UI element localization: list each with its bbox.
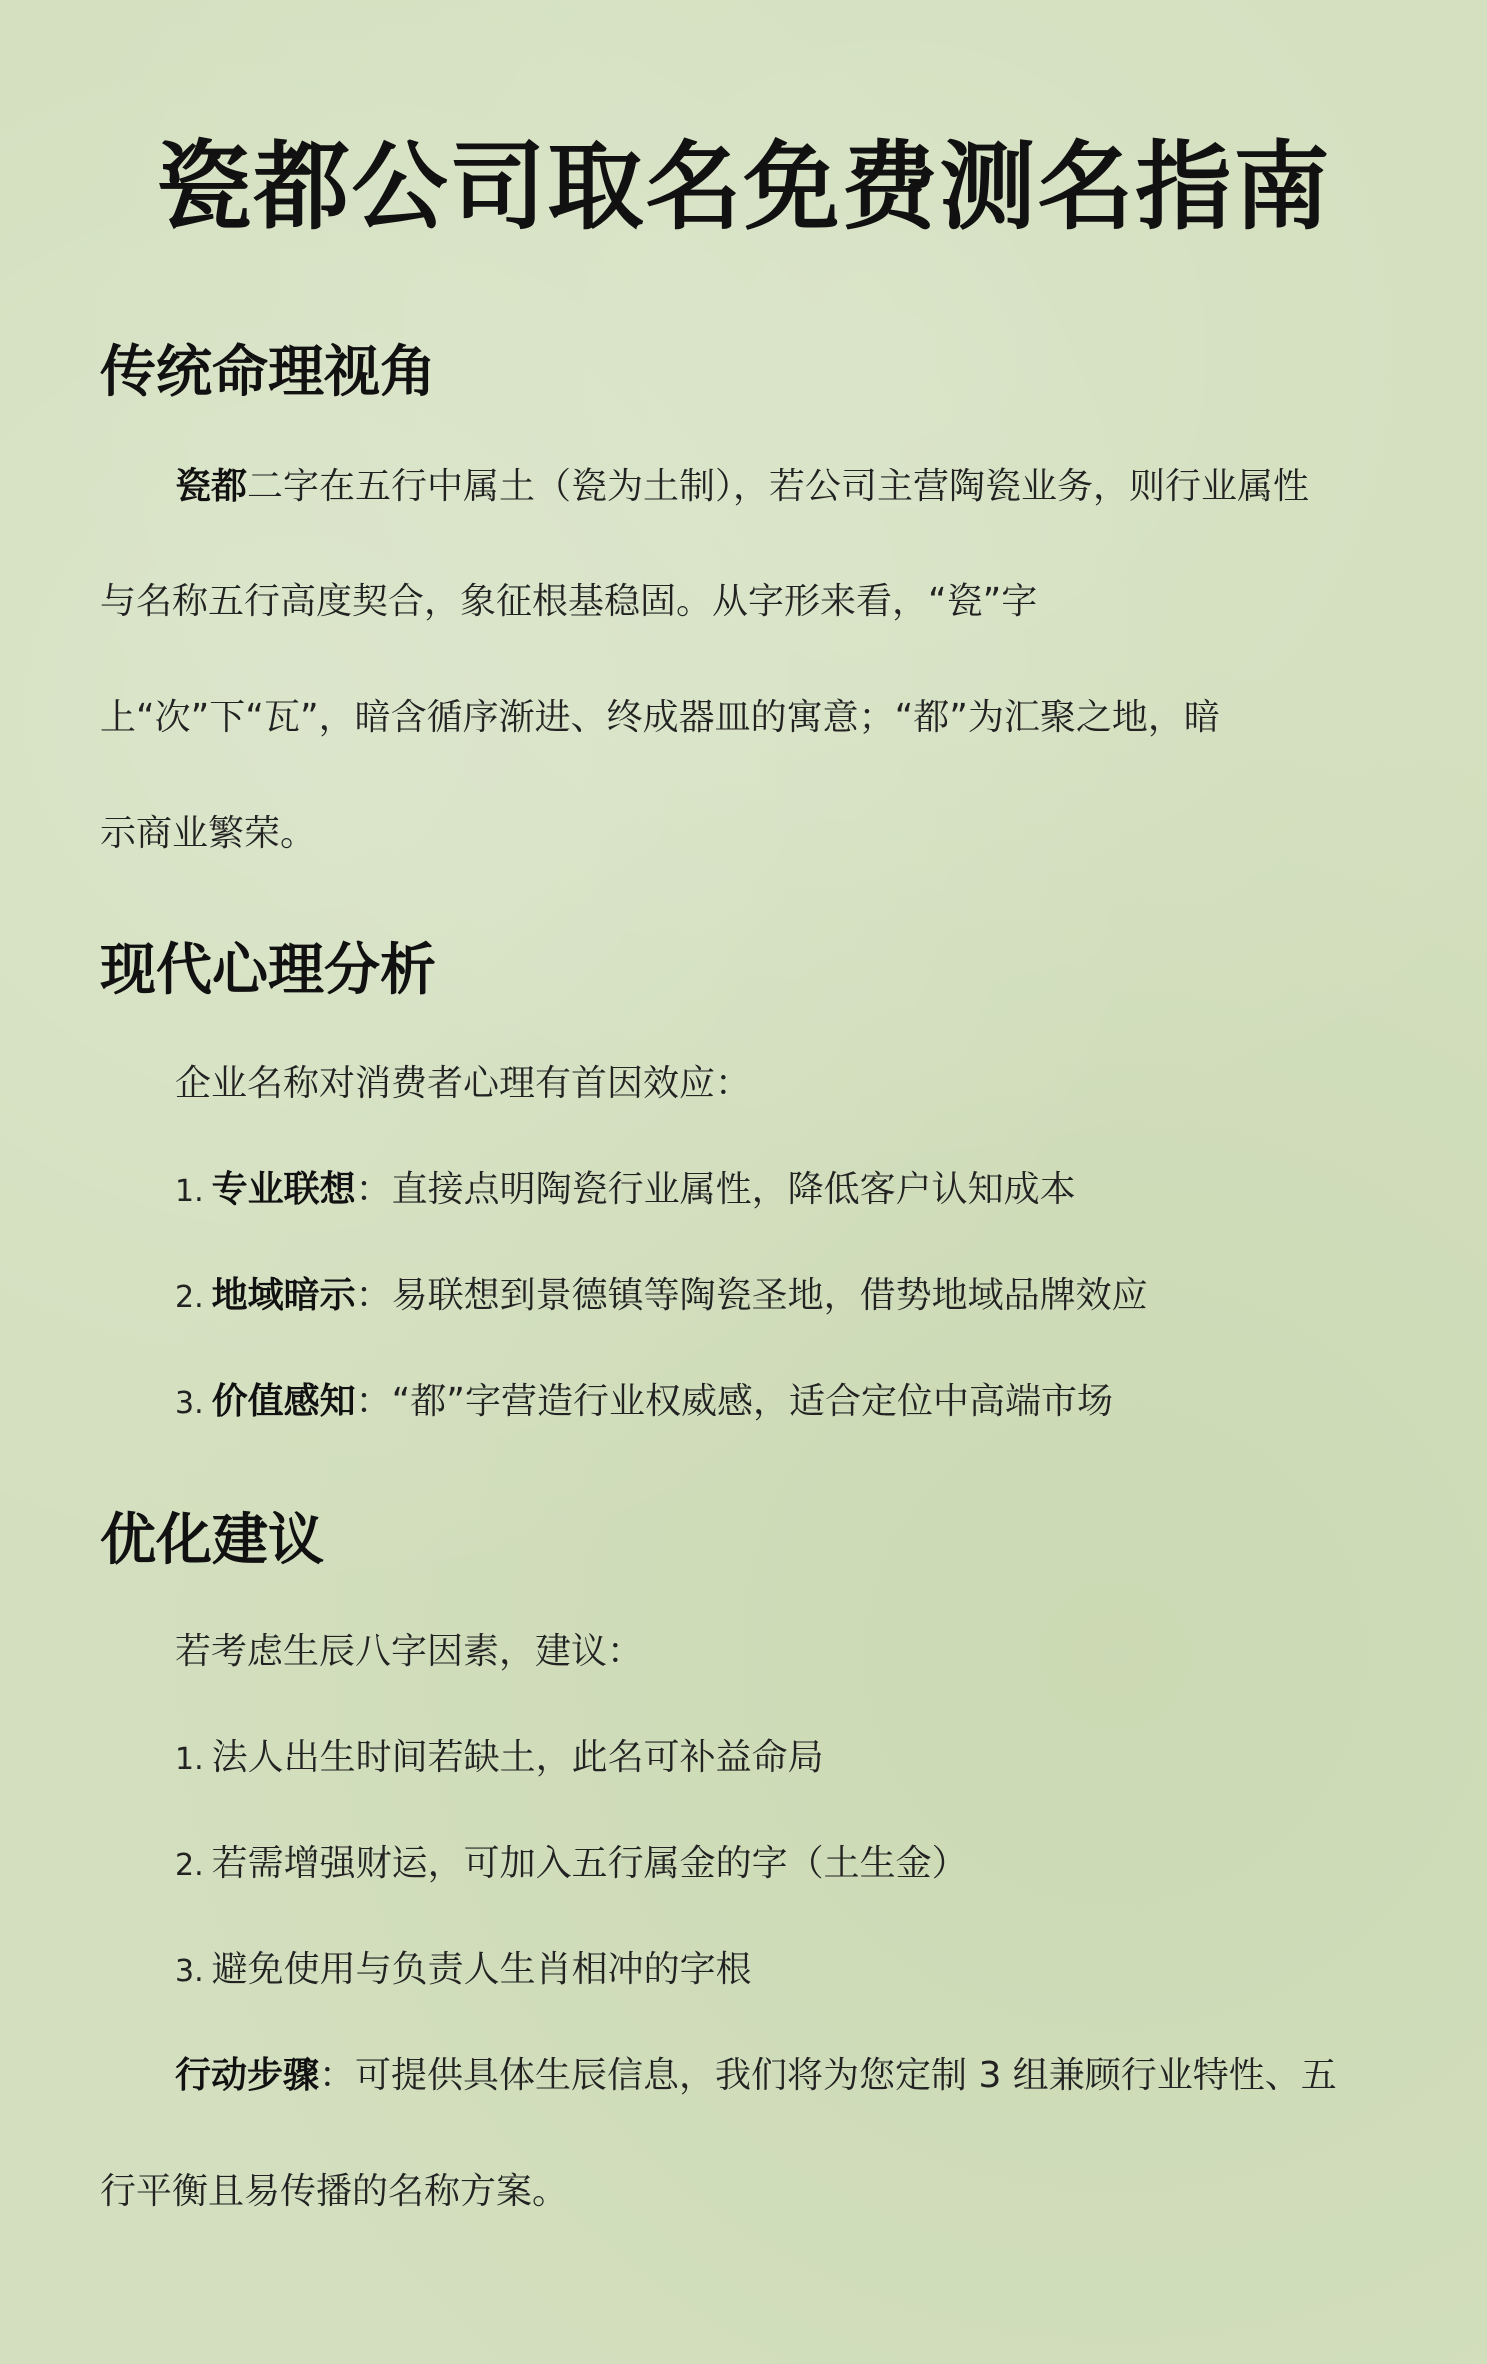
bold-term: 专业联想 (211, 1169, 356, 1210)
bold-term: 瓷都 (175, 466, 248, 507)
bold-term: 行动步骤 (175, 2055, 320, 2096)
paragraph-text: 二字在五行中属土（瓷为土制），若公司主营陶瓷业务，则行业属性 (247, 466, 1310, 507)
section-heading-psychology: 现代心理分析 (100, 938, 436, 1003)
list-item (175, 1380, 1113, 1423)
list-number: 3. (175, 1386, 204, 1421)
action-line: 行平衡且易传播的名称方案。 (100, 2171, 569, 2212)
action-text: ：可提供具体生辰信息，我们将为您定制 3 组兼顾行业特性、五 (319, 2055, 1337, 2096)
paragraph-line: 上“次”下“瓦”，暗含循序渐进、终成器皿的寓意；“都”为汇聚之地，暗 (100, 697, 1220, 738)
list-item (175, 1736, 824, 1779)
paragraph-line: 示商业繁荣。 (100, 813, 317, 854)
list-number: 1. (175, 1742, 204, 1777)
list-item (175, 1842, 968, 1885)
section-heading-traditional: 传统命理视角 (100, 340, 436, 405)
bold-term: 价值感知 (211, 1381, 356, 1422)
action-line (175, 2054, 1337, 2097)
paragraph-intro: 企业名称对消费者心理有首因效应： (175, 1063, 752, 1104)
list-number: 2. (175, 1280, 204, 1315)
list-item (175, 1948, 752, 1991)
list-text: ：“都”字营造行业权威感，适合定位中高端市场 (355, 1381, 1113, 1422)
list-number: 2. (175, 1848, 204, 1883)
section-heading-suggestions: 优化建议 (100, 1508, 324, 1573)
paragraph-line: 与名称五行高度契合，象征根基稳固。从字形来看，“瓷”字 (100, 581, 1038, 622)
list-text: ：直接点明陶瓷行业属性，降低客户认知成本 (355, 1169, 1076, 1210)
bold-term: 地域暗示 (211, 1275, 356, 1316)
paragraph-intro: 若考虑生辰八字因素，建议： (175, 1631, 644, 1672)
page-title: 瓷都公司取名免费测名指南 (155, 131, 1332, 243)
list-text: ：易联想到景德镇等陶瓷圣地，借势地域品牌效应 (355, 1275, 1148, 1316)
list-item (175, 1274, 1148, 1317)
list-text: 法人出生时间若缺土，此名可补益命局 (211, 1737, 824, 1778)
paragraph-line (175, 465, 1309, 508)
list-number: 1. (175, 1174, 204, 1209)
list-text: 若需增强财运，可加入五行属金的字（土生金） (211, 1843, 968, 1884)
list-number: 3. (175, 1954, 204, 1989)
list-text: 避免使用与负责人生肖相冲的字根 (211, 1949, 752, 1990)
list-item (175, 1168, 1076, 1211)
